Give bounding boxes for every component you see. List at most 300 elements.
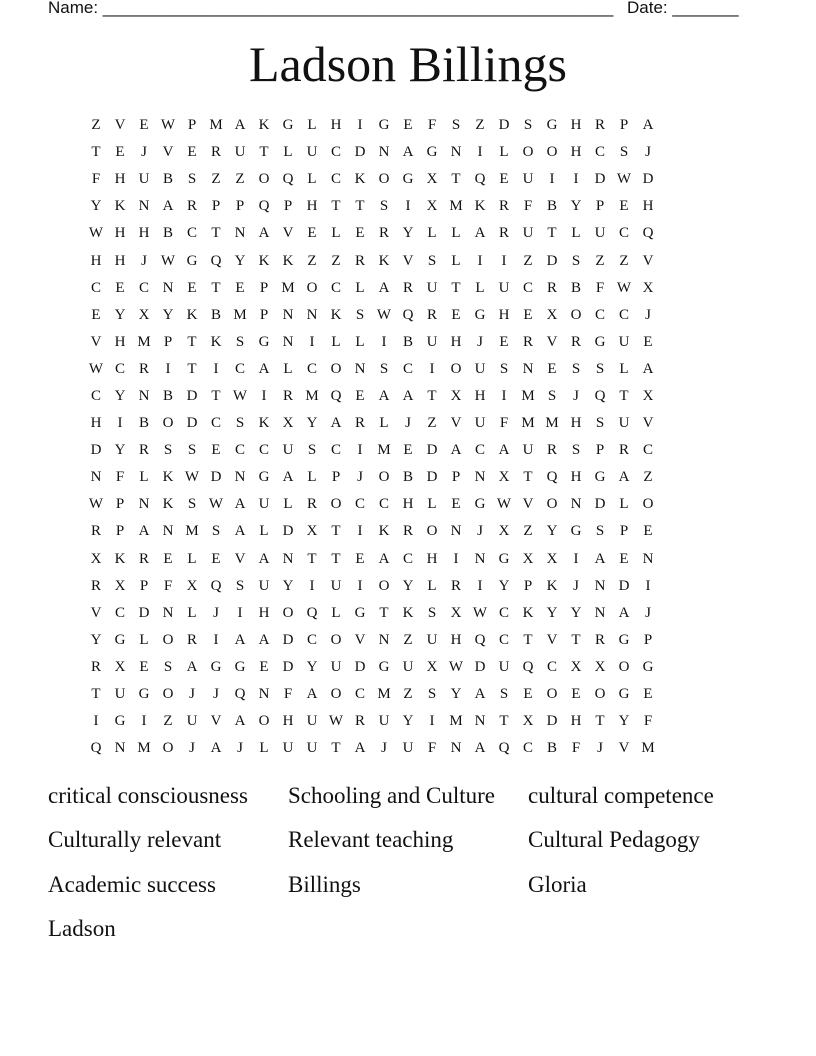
grid-letter[interactable]: S bbox=[595, 523, 605, 540]
grid-letter[interactable]: C bbox=[306, 631, 317, 648]
grid-letter[interactable]: R bbox=[498, 198, 509, 215]
grid-letter[interactable]: T bbox=[331, 198, 341, 215]
grid-letter[interactable]: K bbox=[282, 252, 294, 269]
grid-letter[interactable]: T bbox=[91, 686, 101, 703]
grid-letter[interactable]: X bbox=[426, 171, 438, 188]
grid-letter[interactable]: G bbox=[594, 333, 606, 350]
grid-letter[interactable]: K bbox=[330, 306, 342, 323]
grid-letter[interactable]: S bbox=[499, 360, 509, 377]
grid-letter[interactable]: T bbox=[331, 550, 341, 567]
grid-letter[interactable]: Y bbox=[402, 713, 414, 730]
grid-letter[interactable]: G bbox=[114, 713, 126, 730]
grid-letter[interactable]: I bbox=[549, 171, 555, 188]
grid-letter[interactable]: U bbox=[138, 171, 150, 188]
grid-letter[interactable]: I bbox=[429, 713, 435, 730]
grid-letter[interactable]: D bbox=[546, 713, 558, 730]
grid-letter[interactable]: O bbox=[330, 686, 342, 703]
grid-letter[interactable]: K bbox=[258, 415, 270, 432]
grid-letter[interactable]: O bbox=[330, 496, 342, 513]
grid-letter[interactable]: R bbox=[186, 631, 197, 648]
grid-letter[interactable]: D bbox=[594, 171, 606, 188]
grid-letter[interactable]: E bbox=[643, 523, 653, 540]
grid-letter[interactable]: J bbox=[141, 144, 147, 161]
grid-letter[interactable]: O bbox=[330, 360, 342, 377]
grid-letter[interactable]: B bbox=[402, 469, 413, 486]
grid-letter[interactable]: X bbox=[114, 577, 126, 594]
grid-letter[interactable]: J bbox=[477, 333, 483, 350]
grid-letter[interactable]: Q bbox=[210, 577, 222, 594]
grid-letter[interactable]: Z bbox=[211, 171, 221, 188]
grid-letter[interactable]: H bbox=[258, 604, 270, 621]
grid-letter[interactable]: R bbox=[402, 523, 413, 540]
grid-letter[interactable]: H bbox=[330, 117, 342, 134]
grid-letter[interactable]: I bbox=[645, 577, 651, 594]
grid-letter[interactable]: P bbox=[523, 577, 533, 594]
grid-letter[interactable]: L bbox=[427, 577, 437, 594]
grid-letter[interactable]: S bbox=[187, 171, 197, 188]
grid-letter[interactable]: C bbox=[498, 631, 509, 648]
grid-letter[interactable]: R bbox=[570, 333, 581, 350]
grid-letter[interactable]: J bbox=[597, 740, 603, 757]
grid-letter[interactable]: U bbox=[522, 225, 534, 242]
grid-letter[interactable]: A bbox=[474, 225, 486, 242]
grid-letter[interactable]: U bbox=[618, 333, 630, 350]
grid-letter[interactable]: E bbox=[91, 306, 101, 323]
grid-letter[interactable]: Y bbox=[570, 198, 582, 215]
grid-letter[interactable]: I bbox=[453, 550, 459, 567]
grid-letter[interactable]: T bbox=[427, 387, 437, 404]
grid-letter[interactable]: D bbox=[186, 415, 198, 432]
grid-letter[interactable]: A bbox=[498, 442, 510, 459]
grid-letter[interactable]: M bbox=[209, 117, 223, 134]
grid-letter[interactable]: Y bbox=[306, 658, 318, 675]
grid-letter[interactable]: N bbox=[258, 686, 270, 703]
grid-letter[interactable]: N bbox=[138, 387, 150, 404]
grid-letter[interactable]: H bbox=[114, 225, 126, 242]
grid-letter[interactable]: G bbox=[498, 550, 510, 567]
grid-letter[interactable]: U bbox=[522, 171, 534, 188]
grid-letter[interactable]: N bbox=[162, 604, 174, 621]
grid-letter[interactable]: L bbox=[259, 523, 269, 540]
grid-letter[interactable]: N bbox=[234, 225, 246, 242]
grid-letter[interactable]: E bbox=[355, 387, 365, 404]
grid-letter[interactable]: M bbox=[185, 523, 199, 540]
grid-letter[interactable]: I bbox=[357, 442, 363, 459]
grid-letter[interactable]: D bbox=[546, 252, 558, 269]
grid-letter[interactable]: H bbox=[114, 171, 126, 188]
grid-letter[interactable]: R bbox=[354, 252, 365, 269]
grid-letter[interactable]: U bbox=[258, 577, 270, 594]
grid-letter[interactable]: G bbox=[378, 658, 390, 675]
grid-letter[interactable]: N bbox=[594, 577, 606, 594]
grid-letter[interactable]: G bbox=[138, 686, 150, 703]
grid-letter[interactable]: P bbox=[283, 198, 293, 215]
grid-letter[interactable]: S bbox=[379, 360, 389, 377]
grid-letter[interactable]: Q bbox=[642, 225, 654, 242]
grid-letter[interactable]: T bbox=[211, 279, 221, 296]
grid-letter[interactable]: O bbox=[522, 144, 534, 161]
grid-letter[interactable]: L bbox=[187, 550, 197, 567]
grid-letter[interactable]: A bbox=[258, 550, 270, 567]
grid-letter[interactable]: Y bbox=[114, 442, 126, 459]
grid-letter[interactable]: I bbox=[357, 523, 363, 540]
grid-letter[interactable]: S bbox=[451, 117, 461, 134]
grid-letter[interactable]: O bbox=[306, 279, 318, 296]
grid-letter[interactable]: R bbox=[138, 550, 149, 567]
grid-letter[interactable]: U bbox=[234, 144, 246, 161]
grid-letter[interactable]: I bbox=[477, 577, 483, 594]
grid-letter[interactable]: X bbox=[450, 604, 462, 621]
grid-letter[interactable]: C bbox=[90, 279, 101, 296]
grid-letter[interactable]: N bbox=[138, 198, 150, 215]
grid-letter[interactable]: V bbox=[642, 252, 654, 269]
grid-letter[interactable]: T bbox=[595, 713, 605, 730]
grid-letter[interactable]: C bbox=[402, 550, 413, 567]
grid-letter[interactable]: C bbox=[546, 658, 557, 675]
grid-letter[interactable]: L bbox=[307, 469, 317, 486]
grid-letter[interactable]: K bbox=[378, 523, 390, 540]
grid-letter[interactable]: E bbox=[115, 144, 125, 161]
grid-letter[interactable]: P bbox=[643, 631, 653, 648]
grid-letter[interactable]: W bbox=[328, 713, 344, 730]
grid-letter[interactable]: L bbox=[307, 117, 317, 134]
grid-letter[interactable]: S bbox=[571, 360, 581, 377]
grid-letter[interactable]: T bbox=[331, 740, 341, 757]
grid-letter[interactable]: E bbox=[643, 686, 653, 703]
grid-letter[interactable]: S bbox=[187, 496, 197, 513]
grid-letter[interactable]: X bbox=[426, 658, 438, 675]
grid-letter[interactable]: G bbox=[474, 496, 486, 513]
grid-letter[interactable]: Q bbox=[234, 686, 246, 703]
grid-letter[interactable]: X bbox=[642, 279, 654, 296]
grid-letter[interactable]: Z bbox=[163, 713, 173, 730]
grid-letter[interactable]: G bbox=[258, 333, 270, 350]
grid-letter[interactable]: L bbox=[379, 415, 389, 432]
grid-letter[interactable]: E bbox=[619, 198, 629, 215]
grid-letter[interactable]: S bbox=[187, 442, 197, 459]
grid-letter[interactable]: O bbox=[282, 604, 294, 621]
grid-letter[interactable]: X bbox=[282, 415, 294, 432]
grid-letter[interactable]: H bbox=[474, 387, 486, 404]
grid-letter[interactable]: K bbox=[114, 198, 126, 215]
grid-letter[interactable]: V bbox=[522, 496, 534, 513]
grid-letter[interactable]: K bbox=[162, 496, 174, 513]
grid-letter[interactable]: I bbox=[381, 333, 387, 350]
grid-letter[interactable]: B bbox=[210, 306, 221, 323]
grid-letter[interactable]: P bbox=[619, 523, 629, 540]
grid-letter[interactable]: W bbox=[184, 469, 200, 486]
grid-letter[interactable]: V bbox=[618, 740, 630, 757]
grid-letter[interactable]: E bbox=[451, 306, 461, 323]
grid-letter[interactable]: D bbox=[186, 387, 198, 404]
grid-letter[interactable]: D bbox=[426, 442, 438, 459]
grid-letter[interactable]: F bbox=[523, 198, 533, 215]
grid-letter[interactable]: S bbox=[427, 252, 437, 269]
grid-letter[interactable]: L bbox=[427, 225, 437, 242]
grid-letter[interactable]: K bbox=[114, 550, 126, 567]
grid-letter[interactable]: S bbox=[235, 577, 245, 594]
grid-letter[interactable]: U bbox=[282, 442, 294, 459]
grid-letter[interactable]: D bbox=[426, 469, 438, 486]
grid-letter[interactable]: I bbox=[405, 198, 411, 215]
grid-letter[interactable]: D bbox=[474, 658, 486, 675]
grid-letter[interactable]: Q bbox=[306, 604, 318, 621]
grid-letter[interactable]: Y bbox=[306, 415, 318, 432]
grid-letter[interactable]: L bbox=[283, 144, 293, 161]
grid-letter[interactable]: I bbox=[309, 333, 315, 350]
grid-letter[interactable]: C bbox=[186, 225, 197, 242]
grid-letter[interactable]: J bbox=[405, 415, 411, 432]
grid-letter[interactable]: M bbox=[641, 740, 655, 757]
grid-letter[interactable]: F bbox=[283, 686, 293, 703]
grid-letter[interactable]: C bbox=[90, 387, 101, 404]
grid-letter[interactable]: A bbox=[474, 740, 486, 757]
grid-letter[interactable]: S bbox=[211, 523, 221, 540]
grid-letter[interactable]: B bbox=[546, 198, 557, 215]
grid-letter[interactable]: Q bbox=[90, 740, 102, 757]
grid-letter[interactable]: Q bbox=[522, 658, 534, 675]
grid-letter[interactable]: L bbox=[307, 171, 317, 188]
grid-letter[interactable]: M bbox=[521, 415, 535, 432]
grid-letter[interactable]: L bbox=[187, 604, 197, 621]
grid-letter[interactable]: L bbox=[451, 225, 461, 242]
grid-letter[interactable]: D bbox=[138, 604, 150, 621]
grid-letter[interactable]: S bbox=[571, 252, 581, 269]
grid-letter[interactable]: Y bbox=[234, 252, 246, 269]
grid-letter[interactable]: L bbox=[139, 631, 149, 648]
grid-letter[interactable]: Y bbox=[90, 198, 102, 215]
grid-letter[interactable]: W bbox=[616, 171, 632, 188]
grid-letter[interactable]: E bbox=[523, 306, 533, 323]
grid-letter[interactable]: E bbox=[547, 360, 557, 377]
grid-letter[interactable]: A bbox=[474, 686, 486, 703]
grid-letter[interactable]: A bbox=[234, 117, 246, 134]
grid-letter[interactable]: G bbox=[258, 469, 270, 486]
grid-letter[interactable]: L bbox=[139, 469, 149, 486]
grid-letter[interactable]: T bbox=[211, 387, 221, 404]
grid-letter[interactable]: A bbox=[234, 523, 246, 540]
grid-letter[interactable]: Y bbox=[450, 686, 462, 703]
grid-letter[interactable]: N bbox=[162, 279, 174, 296]
grid-letter[interactable]: Y bbox=[90, 631, 102, 648]
grid-letter[interactable]: W bbox=[88, 360, 104, 377]
grid-letter[interactable]: F bbox=[115, 469, 125, 486]
grid-letter[interactable]: I bbox=[309, 577, 315, 594]
grid-letter[interactable]: O bbox=[426, 523, 438, 540]
grid-letter[interactable]: J bbox=[573, 387, 579, 404]
grid-letter[interactable]: X bbox=[426, 198, 438, 215]
grid-letter[interactable]: C bbox=[234, 442, 245, 459]
grid-letter[interactable]: G bbox=[426, 144, 438, 161]
grid-letter[interactable]: I bbox=[261, 387, 267, 404]
grid-letter[interactable]: H bbox=[570, 144, 582, 161]
grid-letter[interactable]: L bbox=[331, 604, 341, 621]
grid-letter[interactable]: N bbox=[474, 713, 486, 730]
grid-letter[interactable]: H bbox=[642, 198, 654, 215]
grid-letter[interactable]: W bbox=[88, 225, 104, 242]
grid-letter[interactable]: Q bbox=[498, 740, 510, 757]
grid-letter[interactable]: U bbox=[378, 713, 390, 730]
grid-letter[interactable]: D bbox=[618, 577, 630, 594]
grid-letter[interactable]: Z bbox=[235, 171, 245, 188]
grid-letter[interactable]: X bbox=[522, 550, 534, 567]
grid-letter[interactable]: I bbox=[501, 387, 507, 404]
grid-letter[interactable]: L bbox=[475, 279, 485, 296]
grid-letter[interactable]: T bbox=[451, 279, 461, 296]
grid-letter[interactable]: H bbox=[282, 713, 294, 730]
grid-letter[interactable]: D bbox=[354, 658, 366, 675]
grid-letter[interactable]: U bbox=[618, 415, 630, 432]
grid-letter[interactable]: T bbox=[547, 225, 557, 242]
grid-letter[interactable]: G bbox=[618, 631, 630, 648]
grid-letter[interactable]: J bbox=[573, 577, 579, 594]
grid-letter[interactable]: A bbox=[378, 279, 390, 296]
grid-letter[interactable]: M bbox=[545, 415, 559, 432]
grid-letter[interactable]: X bbox=[306, 523, 318, 540]
grid-letter[interactable]: X bbox=[642, 387, 654, 404]
grid-letter[interactable]: I bbox=[213, 360, 219, 377]
grid-letter[interactable]: W bbox=[88, 496, 104, 513]
grid-letter[interactable]: A bbox=[234, 496, 246, 513]
grid-letter[interactable]: A bbox=[402, 144, 414, 161]
grid-letter[interactable]: R bbox=[426, 306, 437, 323]
grid-letter[interactable]: H bbox=[402, 496, 414, 513]
grid-letter[interactable]: F bbox=[571, 740, 581, 757]
grid-letter[interactable]: N bbox=[522, 360, 534, 377]
grid-letter[interactable]: N bbox=[450, 144, 462, 161]
grid-letter[interactable]: K bbox=[186, 306, 198, 323]
grid-letter[interactable]: B bbox=[570, 279, 581, 296]
grid-letter[interactable]: G bbox=[618, 686, 630, 703]
grid-letter[interactable]: U bbox=[306, 144, 318, 161]
grid-letter[interactable]: N bbox=[570, 496, 582, 513]
grid-letter[interactable]: Y bbox=[402, 577, 414, 594]
grid-letter[interactable]: Q bbox=[282, 171, 294, 188]
grid-letter[interactable]: T bbox=[523, 469, 533, 486]
grid-letter[interactable]: X bbox=[138, 306, 150, 323]
grid-letter[interactable]: V bbox=[546, 333, 558, 350]
grid-letter[interactable]: G bbox=[594, 469, 606, 486]
grid-letter[interactable]: N bbox=[282, 550, 294, 567]
grid-letter[interactable]: U bbox=[306, 713, 318, 730]
grid-letter[interactable]: W bbox=[232, 387, 248, 404]
grid-letter[interactable]: D bbox=[498, 117, 510, 134]
grid-letter[interactable]: J bbox=[645, 604, 651, 621]
grid-letter[interactable]: R bbox=[450, 577, 461, 594]
grid-letter[interactable]: D bbox=[210, 469, 222, 486]
grid-letter[interactable]: M bbox=[137, 333, 151, 350]
grid-letter[interactable]: A bbox=[162, 198, 174, 215]
grid-letter[interactable]: O bbox=[258, 171, 270, 188]
grid-letter[interactable]: Q bbox=[594, 387, 606, 404]
grid-letter[interactable]: C bbox=[402, 360, 413, 377]
grid-letter[interactable]: B bbox=[162, 387, 173, 404]
grid-letter[interactable]: D bbox=[594, 496, 606, 513]
grid-letter[interactable]: O bbox=[162, 686, 174, 703]
grid-letter[interactable]: C bbox=[114, 360, 125, 377]
grid-letter[interactable]: W bbox=[160, 252, 176, 269]
grid-letter[interactable]: G bbox=[570, 523, 582, 540]
grid-letter[interactable]: V bbox=[282, 225, 294, 242]
grid-letter[interactable]: O bbox=[546, 686, 558, 703]
grid-letter[interactable]: E bbox=[403, 117, 413, 134]
grid-letter[interactable]: R bbox=[210, 144, 221, 161]
grid-letter[interactable]: K bbox=[378, 252, 390, 269]
grid-letter[interactable]: A bbox=[210, 740, 222, 757]
grid-letter[interactable]: R bbox=[594, 631, 605, 648]
grid-letter[interactable]: D bbox=[282, 631, 294, 648]
grid-letter[interactable]: F bbox=[595, 279, 605, 296]
grid-letter[interactable]: J bbox=[237, 740, 243, 757]
grid-letter[interactable]: O bbox=[450, 360, 462, 377]
grid-letter[interactable]: A bbox=[450, 442, 462, 459]
grid-letter[interactable]: L bbox=[499, 144, 509, 161]
grid-letter[interactable]: A bbox=[306, 686, 318, 703]
grid-letter[interactable]: C bbox=[618, 225, 629, 242]
grid-letter[interactable]: R bbox=[594, 117, 605, 134]
grid-letter[interactable]: A bbox=[258, 225, 270, 242]
grid-letter[interactable]: L bbox=[331, 225, 341, 242]
grid-letter[interactable]: Y bbox=[402, 225, 414, 242]
grid-letter[interactable]: N bbox=[642, 550, 654, 567]
grid-letter[interactable]: I bbox=[357, 577, 363, 594]
grid-letter[interactable]: V bbox=[642, 415, 654, 432]
grid-letter[interactable]: N bbox=[474, 469, 486, 486]
grid-letter[interactable]: F bbox=[427, 740, 437, 757]
grid-letter[interactable]: S bbox=[523, 117, 533, 134]
grid-letter[interactable]: M bbox=[377, 442, 391, 459]
grid-letter[interactable]: M bbox=[137, 740, 151, 757]
grid-letter[interactable]: Q bbox=[330, 387, 342, 404]
grid-letter[interactable]: S bbox=[235, 333, 245, 350]
grid-letter[interactable]: L bbox=[283, 496, 293, 513]
grid-letter[interactable]: A bbox=[258, 360, 270, 377]
grid-letter[interactable]: D bbox=[90, 442, 102, 459]
grid-letter[interactable]: G bbox=[282, 117, 294, 134]
grid-letter[interactable]: R bbox=[354, 415, 365, 432]
grid-letter[interactable]: C bbox=[330, 442, 341, 459]
grid-letter[interactable]: E bbox=[163, 550, 173, 567]
grid-letter[interactable]: T bbox=[307, 550, 317, 567]
grid-letter[interactable]: E bbox=[139, 117, 149, 134]
grid-letter[interactable]: R bbox=[402, 279, 413, 296]
grid-letter[interactable]: H bbox=[114, 252, 126, 269]
grid-letter[interactable]: G bbox=[186, 252, 198, 269]
grid-letter[interactable]: X bbox=[498, 523, 510, 540]
grid-letter[interactable]: T bbox=[211, 225, 221, 242]
grid-letter[interactable]: R bbox=[282, 387, 293, 404]
grid-letter[interactable]: J bbox=[357, 469, 363, 486]
grid-letter[interactable]: N bbox=[138, 496, 150, 513]
grid-letter[interactable]: C bbox=[378, 496, 389, 513]
grid-letter[interactable]: I bbox=[93, 713, 99, 730]
grid-letter[interactable]: A bbox=[354, 740, 366, 757]
grid-letter[interactable]: Q bbox=[210, 252, 222, 269]
grid-letter[interactable]: C bbox=[594, 306, 605, 323]
grid-letter[interactable]: O bbox=[162, 415, 174, 432]
grid-letter[interactable]: J bbox=[381, 740, 387, 757]
grid-letter[interactable]: M bbox=[305, 387, 319, 404]
grid-letter[interactable]: J bbox=[477, 523, 483, 540]
grid-letter[interactable]: J bbox=[189, 686, 195, 703]
grid-letter[interactable]: P bbox=[595, 198, 605, 215]
grid-letter[interactable]: X bbox=[546, 550, 558, 567]
grid-letter[interactable]: C bbox=[234, 360, 245, 377]
grid-letter[interactable]: X bbox=[114, 658, 126, 675]
grid-letter[interactable]: X bbox=[90, 550, 102, 567]
grid-letter[interactable]: S bbox=[619, 144, 629, 161]
grid-letter[interactable]: C bbox=[258, 442, 269, 459]
